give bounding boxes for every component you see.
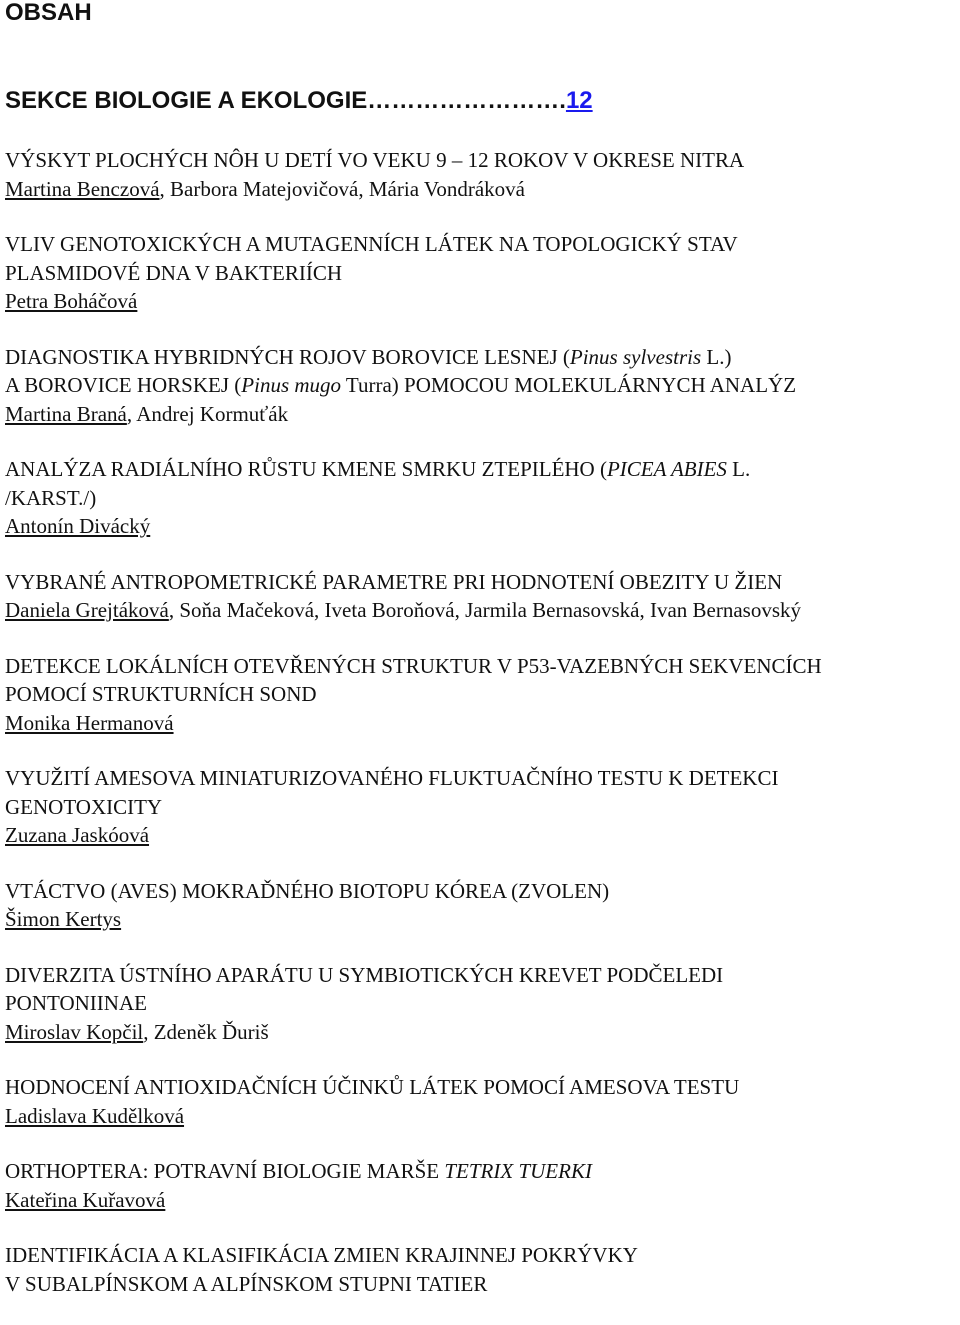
entry-title: HODNOCENÍ ANTIOXIDAČNÍCH ÚČINKŮ LÁTEK POMOCÍ AMESOVA TESTU (5, 1075, 740, 1099)
entry-title-continued: PONTONIINAE (5, 991, 147, 1015)
page-title: OBSAH (5, 0, 92, 26)
first-author-link[interactable]: Martina Braná (5, 401, 127, 426)
species-name: Pinus mugo (241, 373, 342, 397)
co-authors: , Andrej Kormuťák (126, 401, 289, 426)
title-text: ANALÝZA RADIÁLNÍHO RŮSTU KMENE SMRKU ZTEPILÉHO ( (5, 457, 607, 481)
toc-entries (5, 146, 960, 1325)
first-author-link[interactable]: Šimon Kertys (5, 907, 122, 931)
toc-entry (5, 877, 960, 934)
species-name: PICEA ABIES (606, 457, 727, 481)
first-author-link[interactable]: Antonín Divácký (5, 514, 151, 538)
section-heading (5, 86, 593, 116)
first-author-link[interactable]: Martina Benczová (5, 176, 160, 201)
toc-entry (5, 230, 960, 316)
entry-authors (5, 1018, 960, 1047)
entry-authors (5, 287, 960, 316)
entry-authors (5, 1186, 960, 1215)
title-text: L. (726, 457, 751, 481)
section-page-link[interactable]: 12 (565, 87, 593, 114)
entry-authors (5, 709, 960, 738)
entry-title-continued: V SUBALPÍNSKOM A ALPÍNSKOM STUPNI TATIER (5, 1271, 488, 1296)
entry-authors (5, 1102, 960, 1131)
first-author-link[interactable]: Daniela Grejtáková (5, 598, 169, 622)
entry-authors (5, 512, 960, 541)
entry-title (5, 343, 960, 372)
section-name: SEKCE BIOLOGIE A EKOLOGIE (5, 87, 368, 114)
entry-authors (5, 175, 960, 204)
species-name: TETRIX TUERKI (444, 1159, 592, 1183)
entry-title: IDENTIFIKÁCIA A KLASIFIKÁCIA ZMIEN KRAJINNEJ POKRÝVKY (5, 1243, 638, 1267)
title-text: L.) (701, 344, 732, 369)
title-text: DIAGNOSTIKA HYBRIDNÝCH ROJOV BOROVICE LESNEJ ( (5, 344, 570, 369)
entry-title-continued: GENOTOXICITY (5, 794, 163, 819)
toc-entry (5, 961, 960, 1047)
co-authors: , Zdeněk Ďuriš (143, 1019, 269, 1044)
toc-entry (5, 764, 960, 850)
entry-title-continued (5, 371, 960, 400)
title-text: ORTHOPTERA: POTRAVNÍ BIOLOGIE MARŠE (5, 1159, 445, 1183)
first-author-link[interactable]: Kateřina Kuřavová (5, 1187, 166, 1212)
co-authors: , Soňa Mačeková, Iveta Boroňová, Jarmila Bernasovská, Ivan Bernasovský (168, 598, 802, 622)
toc-entry (5, 1157, 960, 1214)
first-author-link[interactable]: Ladislava Kudělková (5, 1103, 185, 1128)
entry-title: DIVERZITA ÚSTNÍHO APARÁTU U SYMBIOTICKÝCH KREVET PODČELEDI (5, 962, 724, 987)
title-text: Turra) POMOCOU MOLEKULÁRNYCH ANALÝZ (341, 373, 797, 397)
toc-entry (5, 652, 960, 738)
first-author-link[interactable]: Zuzana Jaskóová (5, 823, 150, 847)
entry-title-continued: POMOCÍ STRUKTURNÍCH SOND (5, 682, 317, 706)
toc-entry (5, 146, 960, 203)
entry-title-continued: PLASMIDOVÉ DNA V BAKTERIÍCH (5, 260, 342, 285)
entry-title-continued: /KARST./) (5, 485, 97, 510)
entry-title: VYUŽITÍ AMESOVA MINIATURIZOVANÉHO FLUKTUAČNÍHO TESTU K DETEKCI (5, 766, 779, 790)
entry-authors (5, 821, 960, 850)
toc-entry (5, 568, 960, 625)
first-author-link[interactable]: Miroslav Kopčil (5, 1019, 144, 1044)
entry-title: VLIV GENOTOXICKÝCH A MUTAGENNÍCH LÁTEK NA TOPOLOGICKÝ STAV (5, 232, 738, 256)
entry-title: DETEKCE LOKÁLNÍCH OTEVŘENÝCH STRUKTUR V P53-VAZEBNÝCH SEKVENCÍCH (5, 653, 822, 678)
co-authors: , Barbora Matejovičová, Mária Vondráková (159, 176, 525, 201)
entry-title: VÝSKYT PLOCHÝCH NÔH U DETÍ VO VEKU 9 – 12 ROKOV V OKRESE NITRA (5, 148, 745, 172)
first-author-link[interactable]: Petra Boháčová (5, 289, 138, 313)
entry-title (5, 1157, 960, 1186)
first-author-link[interactable]: Monika Hermanová (5, 710, 174, 735)
entry-authors (5, 400, 960, 429)
toc-entry (5, 1241, 960, 1298)
entry-authors (5, 596, 960, 625)
section-leader-dots: ……………………. (367, 87, 566, 114)
entry-title: VTÁCTVO (AVES) MOKRAĎNÉHO BIOTOPU KÓREA (ZVOLEN) (5, 878, 610, 903)
entry-title: VYBRANÉ ANTROPOMETRICKÉ PARAMETRE PRI HODNOTENÍ OBEZITY U ŽIEN (5, 569, 783, 594)
toc-entry (5, 455, 960, 541)
title-text: A BOROVICE HORSKEJ ( (5, 373, 242, 397)
entry-title (5, 455, 960, 484)
toc-entry (5, 343, 960, 429)
toc-entry (5, 1073, 960, 1130)
species-name: Pinus sylvestris (569, 344, 702, 369)
entry-authors (5, 905, 960, 934)
